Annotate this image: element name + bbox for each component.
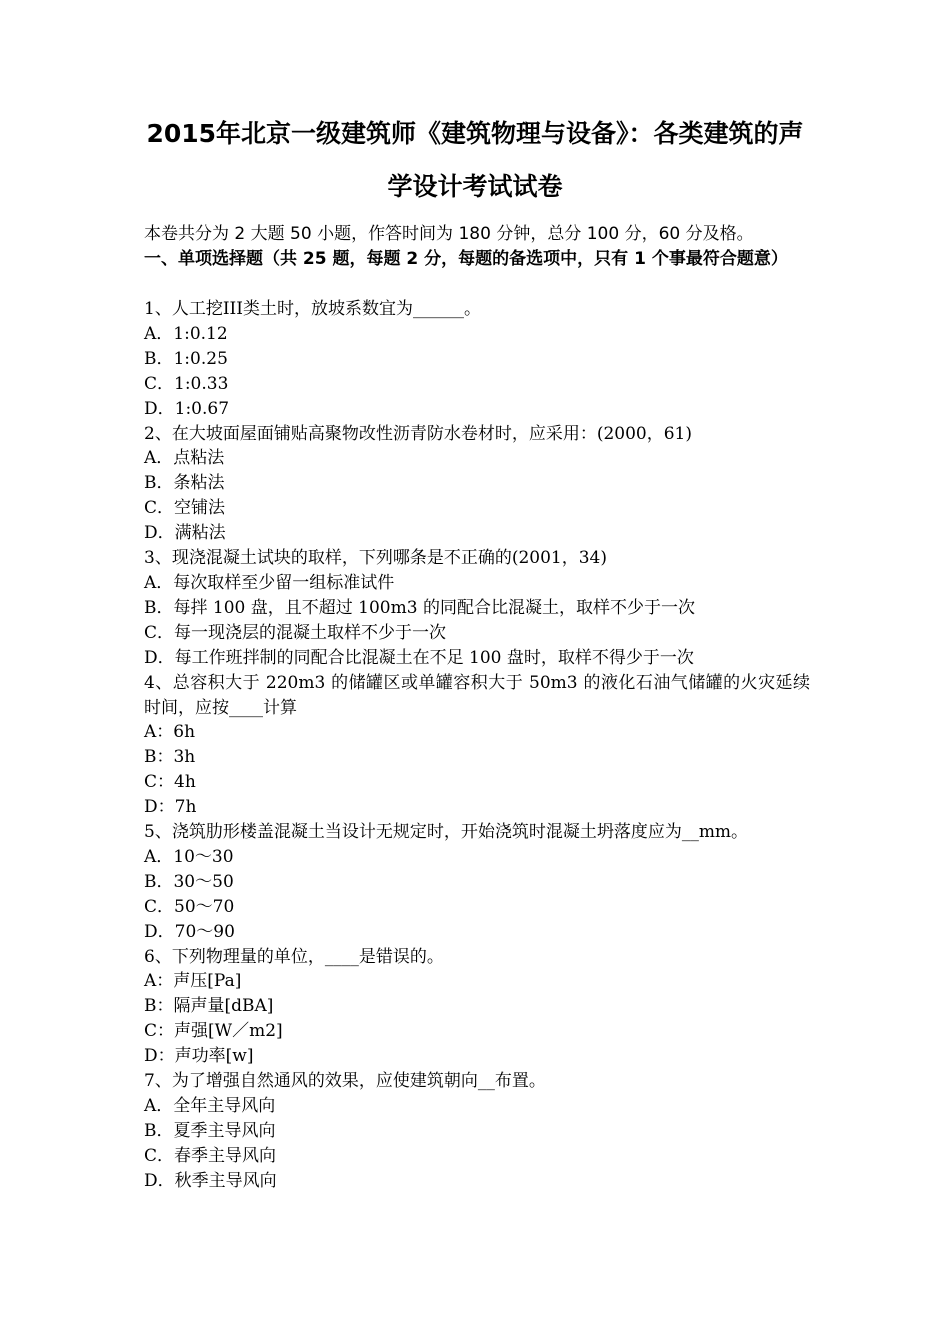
option-c: C：4h xyxy=(144,772,196,793)
option-c: C．空铺法 xyxy=(144,498,226,519)
option-b: B：3h xyxy=(144,747,196,768)
option-a: A：6h xyxy=(144,722,196,743)
option-c: C：声强[W／m2] xyxy=(144,1021,283,1042)
option-a: A．1:0.12 xyxy=(144,323,228,344)
option-b: B．30～50 xyxy=(144,871,234,892)
option-b: B：隔声量[dBA] xyxy=(144,996,274,1017)
option-d: D．1:0.67 xyxy=(144,398,230,419)
question-7 xyxy=(144,1069,810,1194)
option-d: D．70～90 xyxy=(144,921,235,942)
document-title-line-1: 2015年北京一级建筑师《建筑物理与设备》：各类建筑的声 xyxy=(146,119,804,148)
option-a: A．点粘法 xyxy=(144,448,225,469)
question-2 xyxy=(144,422,810,547)
option-d: D：7h xyxy=(144,797,197,818)
question-stem: 5、浇筑肋形楼盖混凝土当设计无规定时，开始浇筑时混凝土坍落度应为__mm。 xyxy=(144,822,749,843)
option-c: C．1:0.33 xyxy=(144,373,229,394)
option-d: D．秋季主导风向 xyxy=(144,1170,277,1191)
question-stem: 2、在大坡面屋面铺贴高聚物改性沥青防水卷材时，应采用：(2000，61) xyxy=(144,423,692,444)
question-5 xyxy=(144,820,810,945)
question-6 xyxy=(144,945,810,1070)
option-a: A：声压[Pa] xyxy=(144,971,242,992)
option-b: B．夏季主导风向 xyxy=(144,1120,276,1141)
question-stem: 3、现浇混凝土试块的取样，下列哪条是不正确的(2001，34) xyxy=(144,548,607,569)
option-a: A．全年主导风向 xyxy=(144,1096,276,1116)
question-1 xyxy=(144,297,810,422)
question-stem: 1、人工挖III类土时，放坡系数宜为______。 xyxy=(144,299,481,319)
document-title-line-2: 学设计考试试卷 xyxy=(387,172,563,201)
option-a: A．每次取样至少留一组标准试件 xyxy=(144,572,395,593)
option-c: C．春季主导风向 xyxy=(144,1145,277,1166)
question-3 xyxy=(144,546,810,671)
option-a: A．10～30 xyxy=(144,846,234,867)
option-d: D．满粘法 xyxy=(144,523,226,544)
section-heading: 一、单项选择题（共 25 题，每题 2 分，每题的备选项中，只有 1 个事最符合题意） xyxy=(144,249,788,269)
option-d: D．每工作班拌制的同配合比混凝土在不足 100 盘时，取样不得少于一次 xyxy=(144,647,694,668)
option-b: B．条粘法 xyxy=(144,473,225,494)
exam-intro: 本卷共分为 2 大题 50 小题，作答时间为 180 分钟，总分 100 分，60 分及格。 xyxy=(144,224,754,244)
question-stem: 4、总容积大于 220m3 的储罐区或单罐容积大于 50m3 的液化石油气储罐的火灾延续时间，应按____计算 xyxy=(144,672,810,718)
question-stem: 6、下列物理量的单位，____是错误的。 xyxy=(144,946,444,967)
option-d: D：声功率[w] xyxy=(144,1046,254,1067)
question-list xyxy=(144,297,810,1194)
option-b: B．1:0.25 xyxy=(144,348,228,369)
question-4 xyxy=(144,671,810,820)
question-stem: 7、为了增强自然通风的效果，应使建筑朝向__布置。 xyxy=(144,1071,546,1092)
option-c: C．每一现浇层的混凝土取样不少于一次 xyxy=(144,622,447,643)
option-c: C．50～70 xyxy=(144,896,235,917)
option-b: B．每拌 100 盘，且不超过 100m3 的同配合比混凝土，取样不少于一次 xyxy=(144,597,695,618)
